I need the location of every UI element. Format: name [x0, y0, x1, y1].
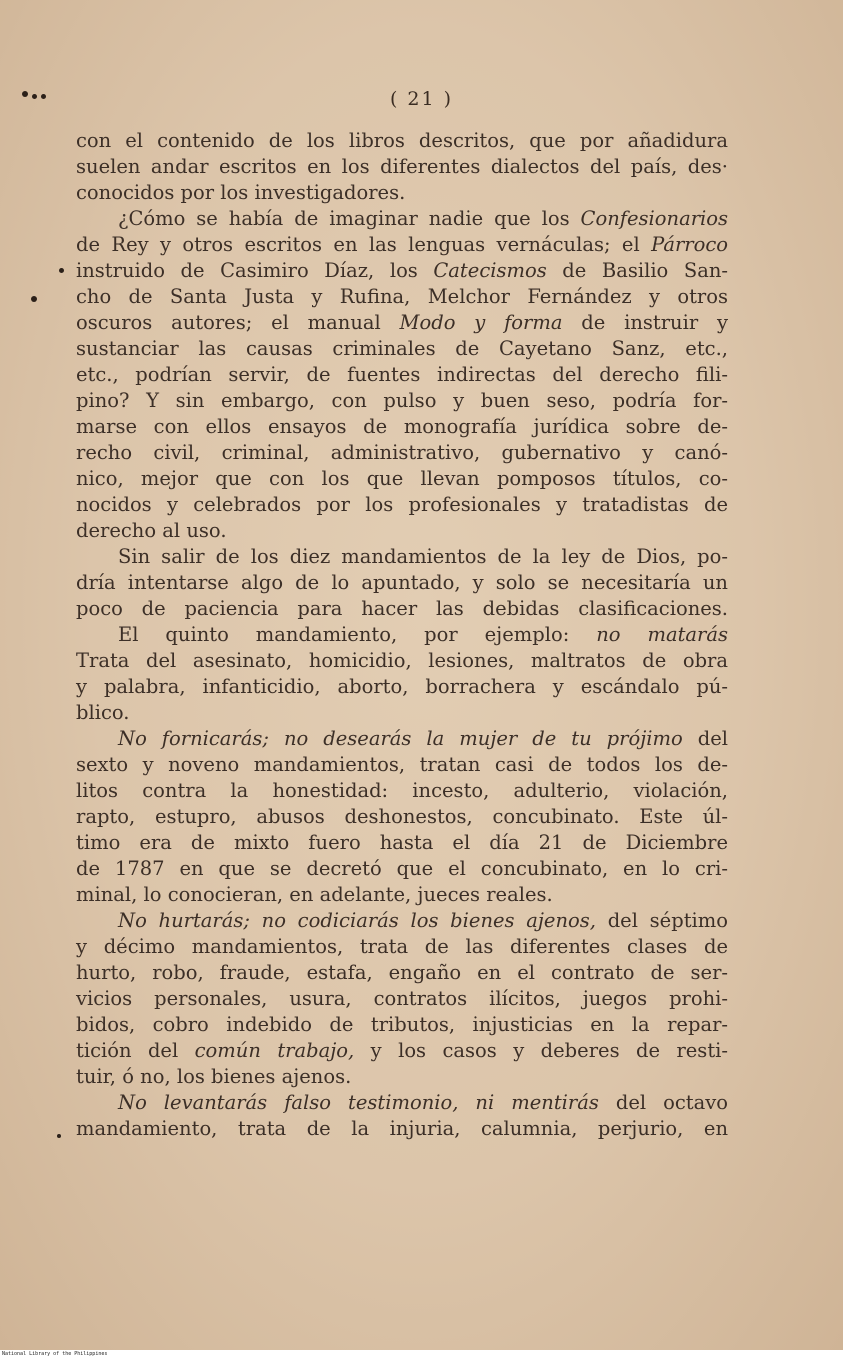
text-line: etc., podrían servir, de fuentes indirectas del derecho fili-: [76, 363, 728, 386]
text-line: Sin salir de los diez mandamientos de la ley de Dios, po-: [118, 545, 728, 568]
text-line: marse con ellos ensayos de monografía jurídica sobre de-: [76, 415, 728, 438]
text-line: sexto y noveno mandamientos, tratan casi de todos los de-: [76, 753, 728, 776]
italic-title: Modo y forma: [399, 311, 563, 334]
text-line: Trata del asesinato, homicidio, lesiones, maltratos de obra: [76, 649, 728, 672]
text-line: instruido de Casimiro Díaz, los Catecismos de Basilio San-: [76, 259, 728, 282]
text-line: litos contra la honestidad: incesto, adulterio, violación,: [76, 779, 728, 802]
body-text: [76, 128, 728, 1142]
text-line: rapto, estupro, abusos deshonestos, concubinato. Este úl-: [76, 805, 728, 828]
italic-title: No fornicarás; no desearás la mujer de tu prójimo: [118, 727, 683, 750]
text-line: de 1787 en que se decretó que el concubinato, en lo cri-: [76, 857, 728, 880]
text-line: conocidos por los investigadores.: [76, 181, 406, 204]
italic-title: común trabajo,: [194, 1039, 355, 1062]
text-line: vicios personales, usura, contratos ilícitos, juegos prohi-: [76, 987, 728, 1010]
text-line: y palabra, infanticidio, aborto, borrachera y escándalo pú-: [76, 675, 728, 698]
text-line: mandamiento, trata de la injuria, calumnia, perjurio, en: [76, 1117, 728, 1140]
text-line: sustanciar las causas criminales de Cayetano Sanz, etc.,: [76, 337, 728, 360]
ink-speck: [57, 1134, 61, 1138]
ink-speck: [31, 296, 37, 302]
text-line: timo era de mixto fuero hasta el día 21 de Diciembre: [76, 831, 728, 854]
text-line: poco de paciencia para hacer las debidas clasificaciones.: [76, 597, 728, 620]
ink-speck: [59, 268, 64, 273]
text-line: nico, mejor que con los que llevan pomposos títulos, co-: [76, 467, 728, 490]
text-line: nocidos y celebrados por los profesionales y tratadistas de: [76, 493, 728, 516]
text-line: tición del común trabajo, y los casos y deberes de resti-: [76, 1039, 728, 1062]
text-line: pino? Y sin embargo, con pulso y buen seso, podría for-: [76, 389, 728, 412]
text-line: recho civil, criminal, administrativo, gubernativo y canó-: [76, 441, 728, 464]
ink-speck: [32, 94, 37, 99]
italic-title: No levantarás falso testimonio, ni mentirás: [118, 1091, 599, 1114]
ink-speck: [22, 91, 28, 97]
page-number: ( 21 ): [389, 88, 454, 110]
text-line: y décimo mandamientos, trata de las diferentes clases de: [76, 935, 728, 958]
italic-title: Catecismos: [433, 259, 547, 282]
italic-title: no matarás: [596, 623, 729, 646]
text-line: con el contenido de los libros descritos, que por añadidura: [76, 129, 728, 152]
text-line: bidos, cobro indebido de tributos, injusticias en la repar-: [76, 1013, 728, 1036]
text-line: suelen andar escritos en los diferentes dialectos del país, des·: [76, 155, 728, 178]
text-line: No fornicarás; no desearás la mujer de tu prójimo del: [118, 727, 728, 750]
ink-speck: [41, 94, 46, 99]
text-line: dría intentarse algo de lo apuntado, y solo se necesitaría un: [76, 571, 728, 594]
italic-title: Confesionarios: [580, 207, 728, 230]
text-line: derecho al uso.: [76, 519, 227, 542]
text-line: oscuros autores; el manual Modo y forma de instruir y: [76, 311, 728, 334]
text-line: hurto, robo, fraude, estafa, engaño en el contrato de ser-: [76, 961, 728, 984]
text-line: blico.: [76, 701, 130, 724]
text-line: de Rey y otros escritos en las lenguas vernáculas; el Párroco: [76, 233, 728, 256]
library-credit: National Library of the Philippines: [0, 1350, 843, 1358]
text-line: No levantarás falso testimonio, ni mentirás del octavo: [118, 1091, 728, 1114]
text-line: No hurtarás; no codiciarás los bienes ajenos, del séptimo: [118, 909, 728, 932]
text-line: El quinto mandamiento, por ejemplo: no matarás: [118, 623, 729, 646]
text-line: minal, lo conocieran, en adelante, jueces reales.: [76, 883, 553, 906]
text-line: cho de Santa Justa y Rufina, Melchor Fernández y otros: [76, 285, 728, 308]
italic-title: No hurtarás; no codiciarás los bienes ajenos,: [118, 909, 596, 932]
italic-title: Párroco: [651, 233, 728, 256]
text-line: tuir, ó no, los bienes ajenos.: [76, 1065, 352, 1088]
text-line: ¿Cómo se había de imaginar nadie que los Confesionarios: [118, 207, 728, 230]
